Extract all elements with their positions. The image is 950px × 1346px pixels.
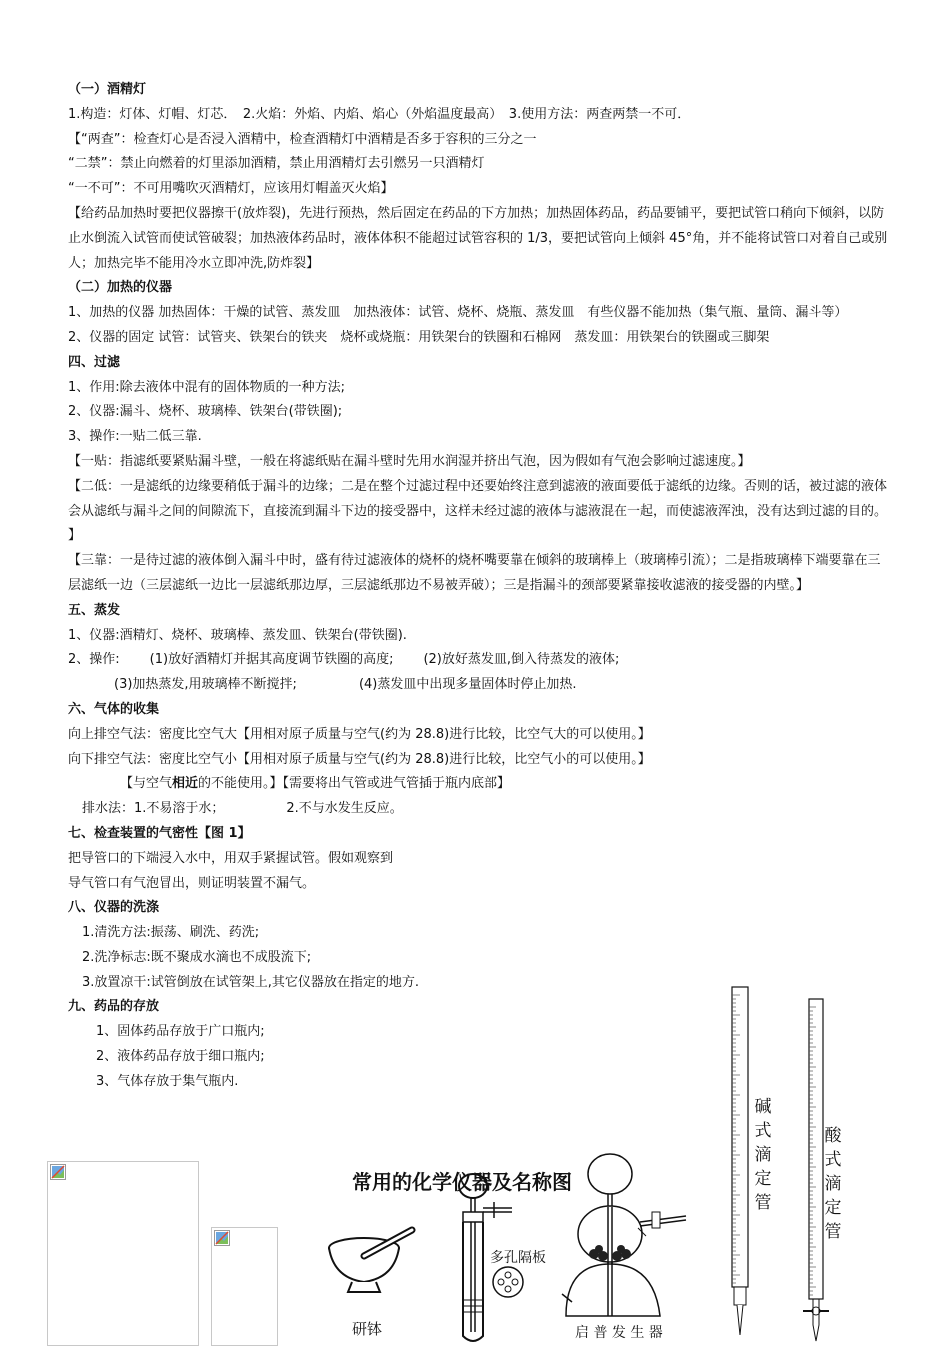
label-char: 滴 [824,1174,842,1194]
text-line: 把导管口的下端浸入水中，用双手紧握试管。假如观察到 [68,850,394,866]
paragraph-heating-instruments: 1、加热的仪器 加热固体：干燥的试管、蒸发皿 加热液体：试管、烧杯、烧瓶、蒸发皿 有些仪器不能加热（集气瓶、量筒、漏斗等） [68,305,848,321]
text-line [68,673,888,698]
text-line [68,648,888,673]
paragraph-three-lean: 【三靠：一是待过滤的液体倒入漏斗中时，盛有待过滤液体的烧杯的烧杯嘴要靠在倾斜的玻璃棒上（玻璃棒引流）；二是指玻璃棒下端要靠在三层滤纸一边（三层滤纸一边比一层滤纸那边厚，三层滤纸那边不易被弄破）；三是指漏斗的颈部要紧靠接收滤液的接受器的内壁。】 [68,553,881,593]
text-line: 2.洗净标志:既不聚成水滴也不成股流下; [82,949,312,965]
text-span-bold: 相近 [172,776,199,792]
broken-image-icon [50,1164,66,1180]
heading-gas-collection: 六、气体的收集 [68,701,160,717]
text-line: “二禁”：禁止向燃着的灯里添加酒精，禁止用酒精灯去引燃另一只酒精灯 [68,156,485,172]
label-mortar: 研钵 [352,1320,383,1338]
text-line: 向下排空气法：密度比空气小【用相对原子质量与空气(约为 28.8)进行比较，比空气小的可以使用。】 [68,751,651,767]
text-line: 【一贴：指滤纸要紧贴漏斗壁，一般在将滤纸贴在漏斗壁时先用水润湿并挤出气泡，因为假如有气泡会影响过滤速度。】 [68,453,751,469]
text-line: 3、气体存放于集气瓶内. [96,1073,239,1089]
label-perforated-plate: 多孔隔板 [490,1250,546,1266]
label-char: 酸 [824,1126,842,1146]
label-char: 管 [754,1193,772,1213]
text-line [68,797,888,822]
text-span: 【与空气 [120,776,173,792]
label-char: 碱 [754,1097,772,1117]
text-line: 向上排空气法：密度比空气大【用相对原子质量与空气(约为 28.8)进行比较，比空气大的可以使用。】 [68,726,651,742]
text-span: (4)蒸发皿中出现多量固体时停止加热. [358,677,577,693]
text-line: 2、液体药品存放于细口瓶内; [96,1049,265,1065]
perforated-plate-drawing [490,1264,526,1300]
text-span: 2、操作: [68,652,120,668]
label-char: 管 [824,1222,842,1242]
text-span: (1)放好酒精灯并据其高度调节铁圈的高度; [149,652,394,668]
broken-image-placeholder [211,1227,278,1346]
text-line: 1、仪器:酒精灯、烧杯、玻璃棒、蒸发皿、铁架台(带铁圈). [68,627,407,643]
mortar-pestle-drawing [324,1226,420,1306]
paragraph-two-low: 【二低：一是滤纸的边缘要稍低于漏斗的边缘；二是在整个过滤过程中还要始终注意到滤液的液面要低于滤纸的边缘。否则的话，被过滤的液体会从滤纸与漏斗之间的间隙流下，直接流到漏斗下边的接受器中，这样未经过滤的液体与滤液混在一起，而使滤液浑浊，没有达到过滤的目的。 】 [68,478,888,544]
figure-title: 常用的化学仪器及名称图 [352,1170,572,1194]
label-char: 定 [754,1169,772,1189]
heading-evaporation: 五、蒸发 [68,602,121,618]
text-span: 2.不与水发生反应。 [286,801,403,817]
text-line: 1.构造：灯体、灯帽、灯芯． 2.火焰：外焰、内焰、焰心（外焰温度最高） 3.使用方法：两查两禁一不可． [68,106,691,122]
text-line [68,772,888,797]
heading-alcohol-lamp: （一）酒精灯 [68,82,147,97]
label-kipp-apparatus: 启 普 发 生 器 [575,1325,663,1341]
label-char: 定 [824,1198,842,1218]
text-line: “一不可”：不可用嘴吹灭酒精灯，应该用灯帽盖灭火焰】 [68,181,394,197]
label-char: 式 [754,1121,772,1141]
heading-airtightness: 七、检查装置的气密性【图 1】 [68,825,251,841]
heading-washing: 八、仪器的洗涤 [68,900,160,916]
heading-heating-instruments: （二）加热的仪器 [68,280,173,296]
heading-filtration: 四、过滤 [68,354,121,370]
label-acid-burette [823,1124,843,1244]
base-burette-drawing [728,983,752,1344]
broken-image-icon [214,1230,230,1246]
text-line: 1、固体药品存放于广口瓶内; [96,1024,265,1040]
text-line: 2、仪器:漏斗、烧杯、玻璃棒、铁架台(带铁圈); [68,404,343,420]
text-span: (3)加热蒸发,用玻璃棒不断搅拌; [114,677,297,693]
document-body [68,78,888,1095]
text-line: 1.清洗方法:振荡、刷洗、药洗; [82,925,260,941]
text-line: 2、仪器的固定 试管：试管夹、铁架台的铁夹 烧杯或烧瓶：用铁架台的铁圈和石棉网 蒸发皿：用铁架台的铁圈或三脚架 [68,329,770,345]
heading-storage: 九、药品的存放 [68,999,160,1015]
text-line: 3、操作:一贴二低三靠. [68,429,202,445]
label-char: 式 [824,1150,842,1170]
paragraph-heating-notes: 【给药品加热时要把仪器擦干(放炸裂)，先进行预热，然后固定在药品的下方加热；加热固体药品，药品要铺平，要把试管口稍向下倾斜，以防止水倒流入试管而使试管破裂；加热液体药品时，液体体积不能超过试管容积的 1/3，要把试管向上倾斜 45°角，并不能将试管口对着自己或别人；加热完毕不能用冷水立即冲洗,防炸裂】 [68,205,888,271]
text-line: 【“两查”：检查灯心是否浸入酒精中，检查酒精灯中酒精是否多于容积的三分之一 [68,131,537,147]
text-span: 的不能使用。】【需要将出气管或进气管插于瓶内底部】 [198,776,511,792]
text-line: 1、作用:除去液体中混有的固体物质的一种方法; [68,379,346,395]
label-base-burette [753,1095,773,1215]
text-line: 导气管口有气泡冒出，则证明装置不漏气。 [68,875,316,891]
text-line: 3.放置凉干:试管倒放在试管架上,其它仪器放在指定的地方. [82,974,420,990]
broken-image-placeholder [47,1161,199,1346]
text-span: 排水法：1.不易溶于水； [82,801,225,817]
text-span: (2)放好蒸发皿,倒入待蒸发的液体; [423,652,620,668]
label-char: 滴 [754,1145,772,1165]
